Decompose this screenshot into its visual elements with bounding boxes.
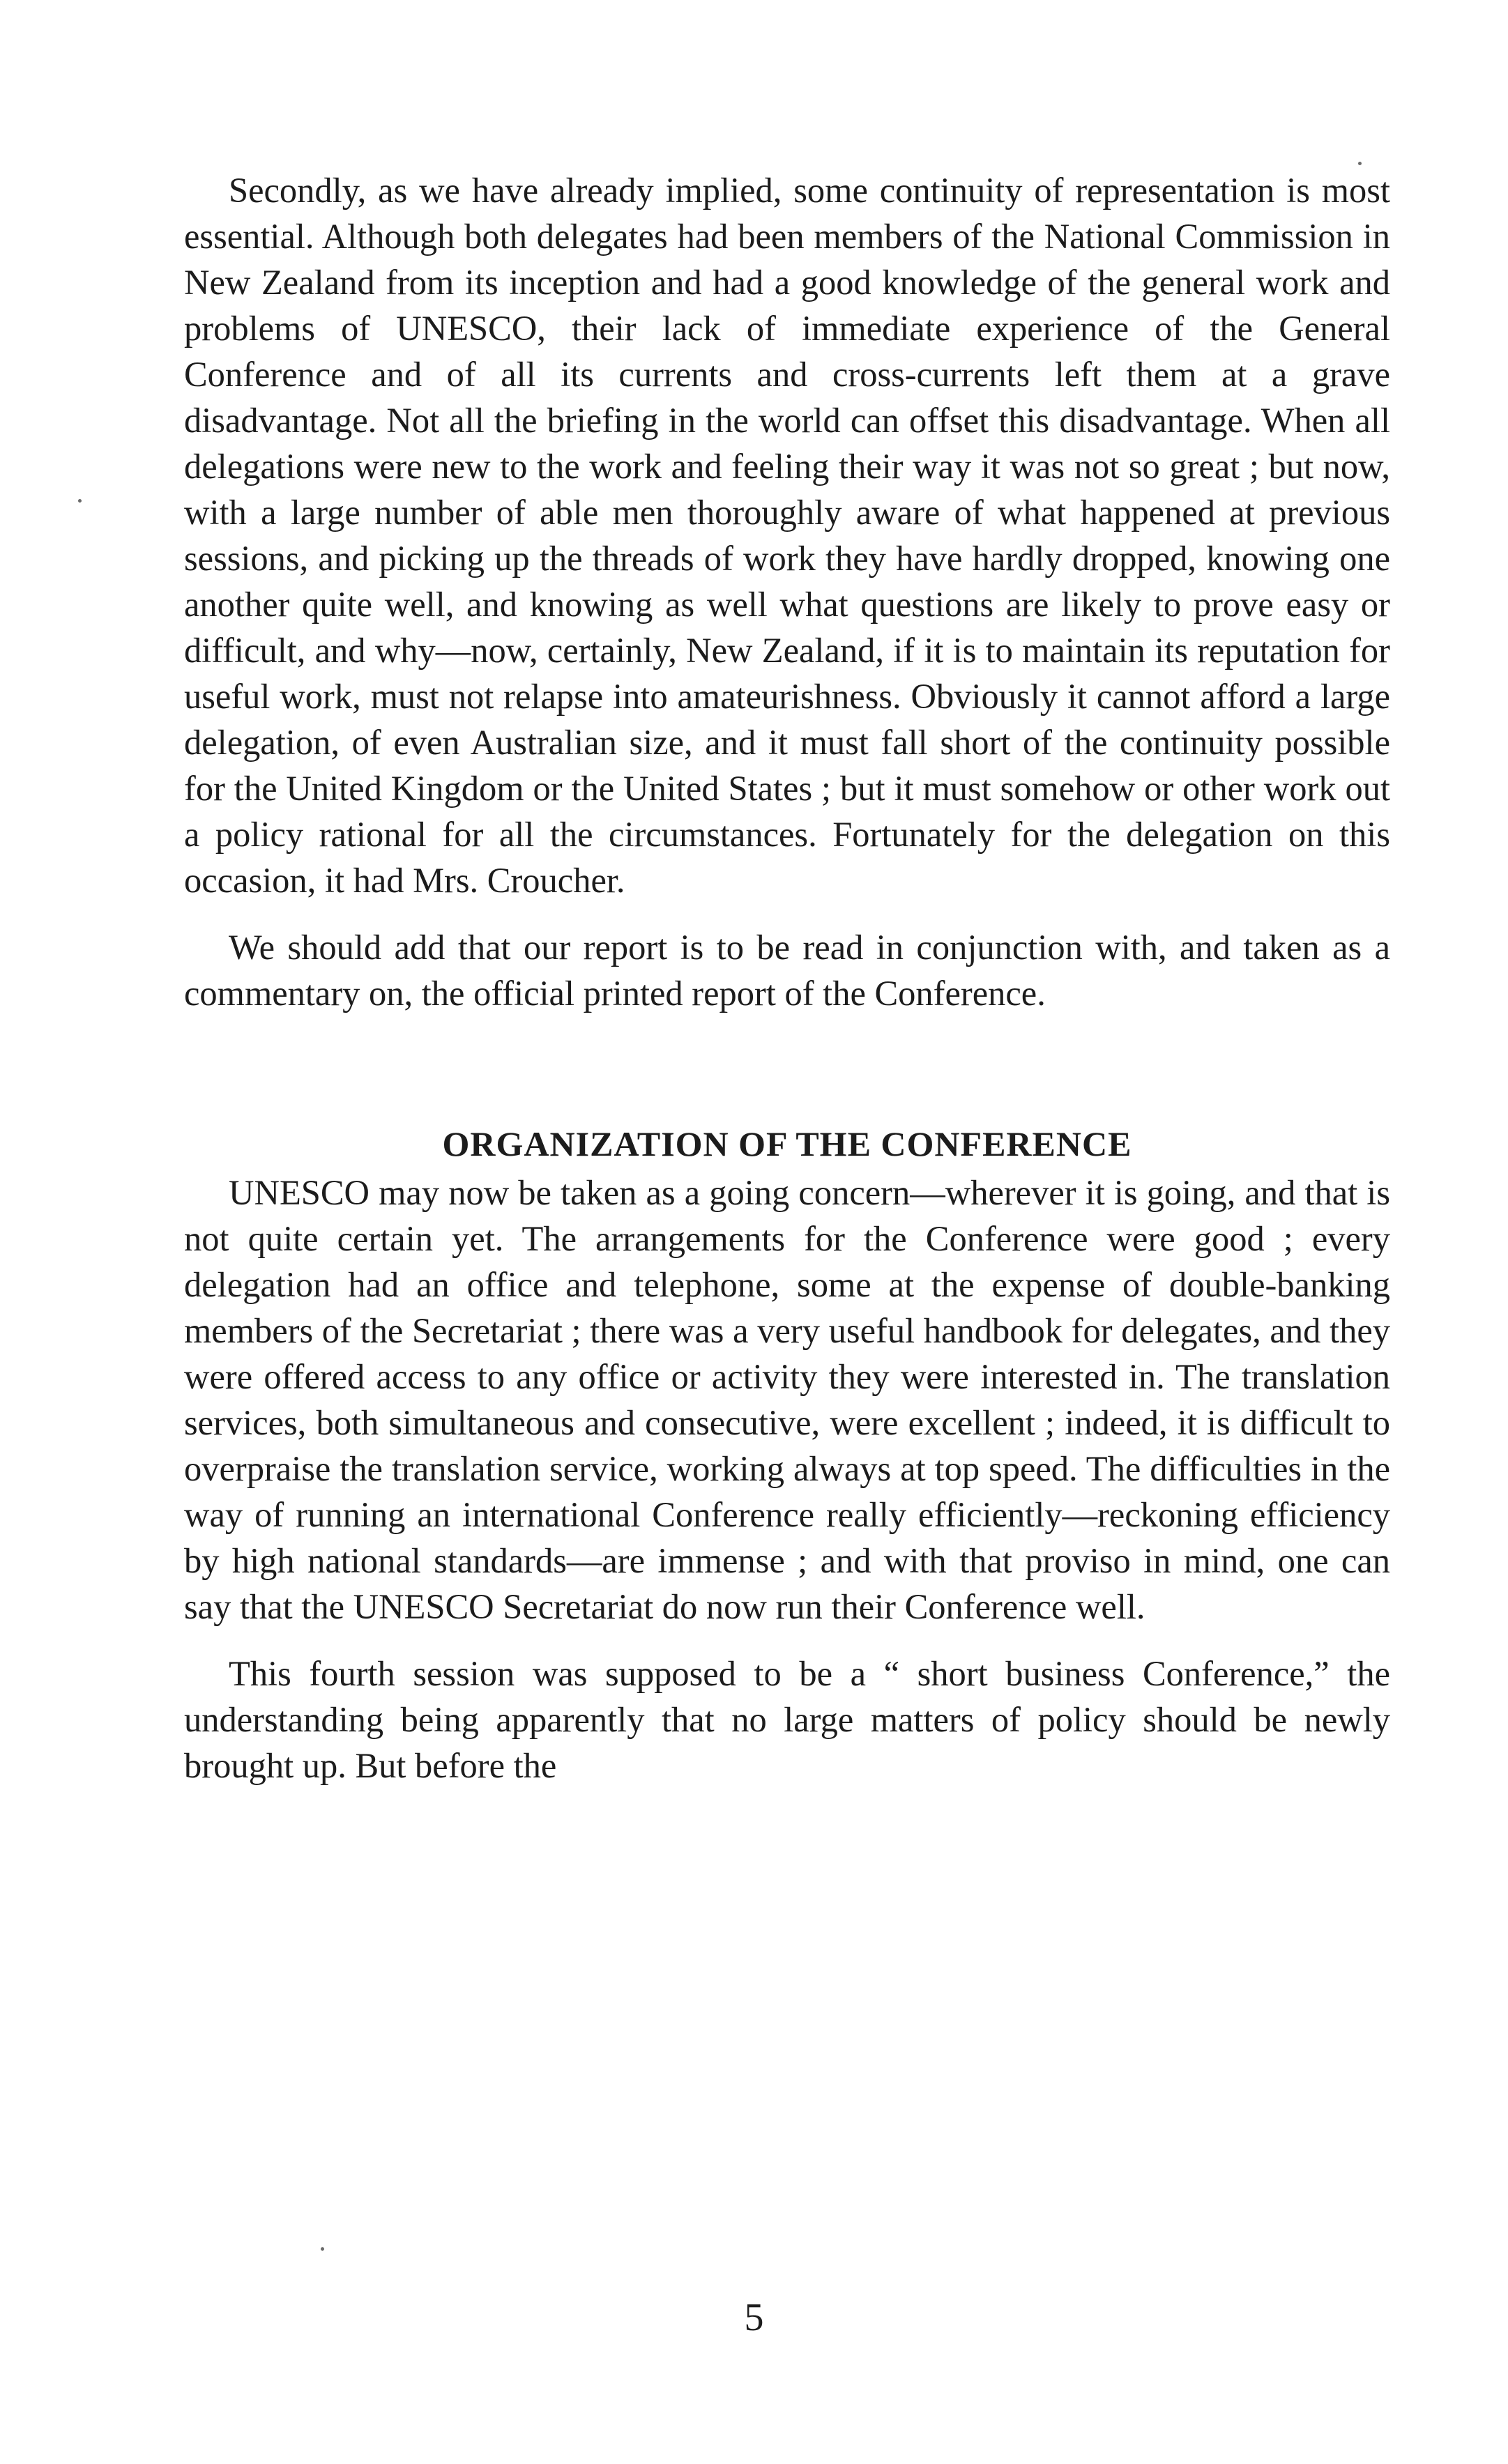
paragraph-organization: UNESCO may now be taken as a going concern—wherever it is going, and that is not quite certain yet. The arrangements for the Conference were good ; every delegation had an office and telephone, some at the expense of double-banking members of the Secretariat ; there was a very useful handbook for delegates, and they were offered access to any office or activity they were interested in. The translation services, both simultaneous and consecutive, were excellent ; indeed, it is difficult to overpraise the translation service, working always at top speed. The difficulties in the way of running an international Conference really efficiently—reckoning efficiency by high national standards—are immense ; and with that proviso in mind, one can say that the UNESCO Secretariat do now run their Conference well. (184, 1173, 1390, 1626)
ink-speck (321, 2247, 324, 2251)
paragraph-continuity: Secondly, as we have already implied, some continuity of representation is most essential. Although both delegates had been members of the National Commission in New Zealand from its inception and had a good knowledge of the general work and problems of UNESCO, their lack of immediate experience of the General Conference and of all its currents and cross-currents left them at a grave disadvantage. Not all the briefing in the world can offset this disadvantage. When all delegations were new to the work and feeling their way it was not so great ; but now, with a large number of able men thoroughly aware of what happened at previous sessions, and picking up the threads of work they have hardly dropped, knowing one another quite well, and knowing as well what questions are likely to prove easy or difficult, and why—now, certainly, New Zealand, if it is to maintain its reputation for useful work, must not relapse into amateurishness. Obviously it cannot afford a large delegation, of even Australian size, and it must fall short of the continuity possible for the United Kingdom or the United States ; but it must somehow or other work out a policy rational for all the circumstances. Fortunately for the delegation on this occasion, it had Mrs. Croucher. (184, 171, 1390, 900)
paragraph-fourth-session: This fourth session was supposed to be a “ short business Conference,” the understanding being apparently that no large matters of policy should be newly brought up. But before the (184, 1654, 1390, 1785)
section-heading: ORGANIZATION OF THE CONFERENCE (442, 1124, 1132, 1163)
ink-speck (78, 499, 82, 503)
paragraph-report-note: We should add that our report is to be read in conjunction with, and taken as a commentary on, the official printed report of the Conference. (184, 928, 1390, 1013)
ink-speck (1358, 162, 1362, 165)
page-body (184, 167, 1390, 1789)
page-number: 5 (744, 2296, 764, 2339)
